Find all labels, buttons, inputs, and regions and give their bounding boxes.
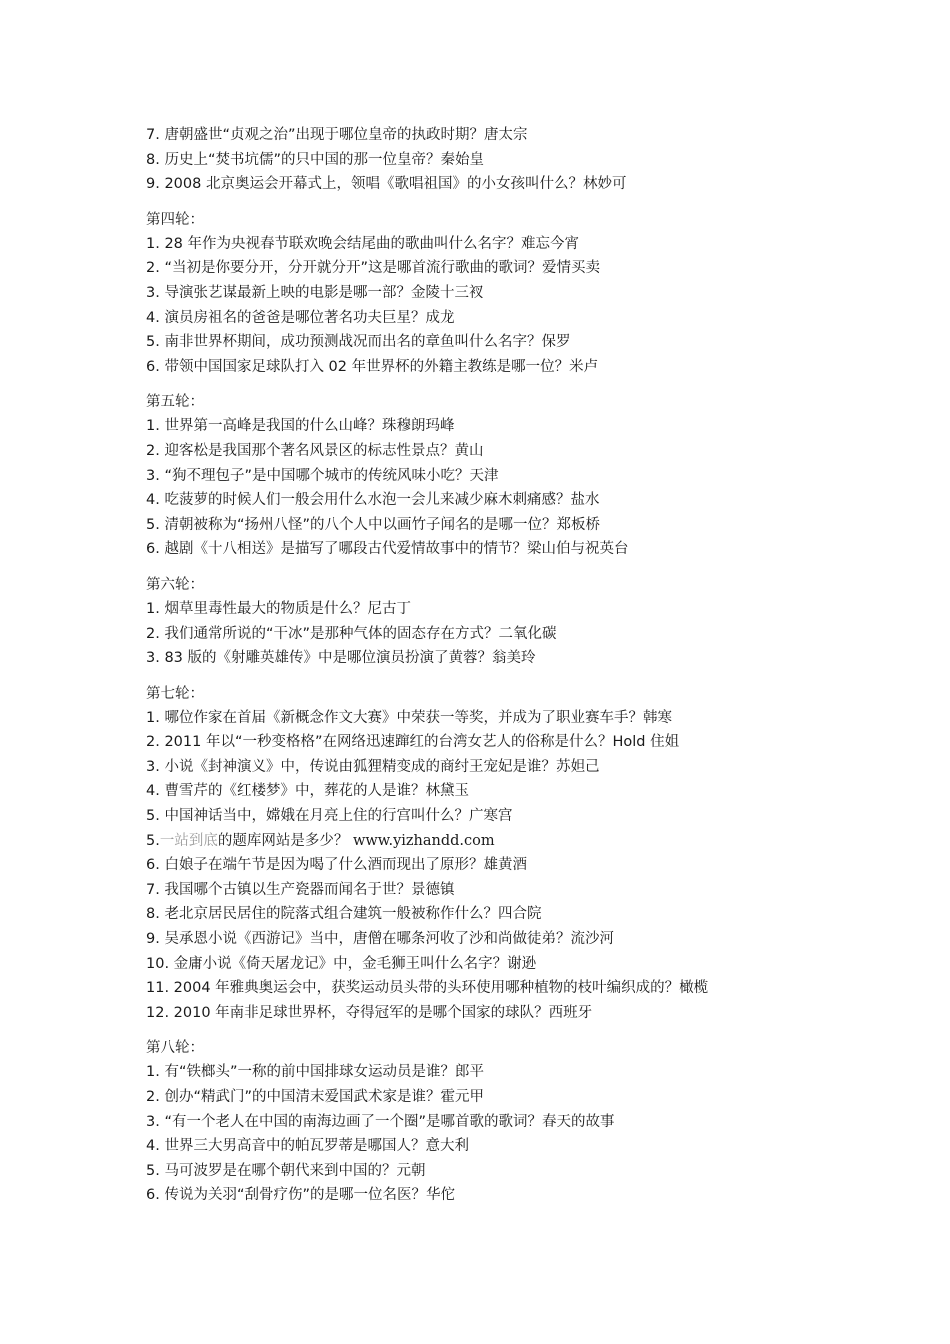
question-line [146, 281, 936, 306]
question-line [146, 755, 936, 780]
question-text: 导演张艺谋最新上映的电影是哪一部？金陵十三衩 [164, 284, 484, 301]
question-text: 清朝被称为“扬州八怪”的八个人中以画竹子闻名的是哪一位？郑板桥 [164, 516, 600, 533]
question-text: 28 年作为央视春节联欢晚会结尾曲的歌曲叫什么名字？难忘今宵 [164, 235, 580, 252]
question-number: 4. [146, 309, 160, 326]
question-text: 2008 北京奥运会开幕式上，领唱《歌唱祖国》的小女孩叫什么？林妙可 [164, 176, 627, 193]
question-line [146, 779, 936, 804]
question-text: 老北京居民居住的院落式组合建筑一般被称作什么？四合院 [164, 906, 542, 923]
quiz-round [146, 197, 936, 380]
question-number: 5. [146, 832, 160, 849]
question-line [146, 952, 936, 977]
question-text: 吃菠萝的时候人们一般会用什么水泡一会儿来减少麻木刺痛感？盐水 [164, 492, 600, 509]
question-number: 3. [146, 1113, 160, 1130]
round-title: 第八轮： [146, 1040, 204, 1057]
question-line [146, 355, 936, 380]
question-line [146, 1001, 936, 1026]
question-number: 10. [146, 955, 170, 972]
quiz-round [146, 671, 936, 1026]
question-number: 2. [146, 442, 160, 459]
section-gap [146, 197, 936, 205]
question-text: 白娘子在端午节是因为喝了什么酒而现出了原形？雄黄酒 [164, 857, 527, 874]
question-number: 4. [146, 783, 160, 800]
question-text: 带领中国国家足球队打入 02 年世界杯的外籍主教练是哪一位？米卢 [164, 358, 599, 375]
question-text: 的题库网站是多少？ www.yizhandd.com [217, 832, 495, 849]
document-page [146, 123, 936, 1208]
question-number: 6. [146, 857, 160, 874]
question-text: 迎客松是我国那个著名风景区的标志性景点？黄山 [164, 442, 484, 459]
question-line [146, 439, 936, 464]
question-text: 唐朝盛世“贞观之治”出现于哪位皇帝的执政时期？唐太宗 [164, 127, 528, 143]
question-line [146, 1085, 936, 1110]
question-text: “当初是你要分开，分开就分开”这是哪首流行歌曲的歌词？爱情买卖 [164, 260, 600, 277]
question-number: 2. [146, 734, 160, 751]
question-number: 3. [146, 284, 160, 301]
question-line [146, 1060, 936, 1085]
question-number: 5. [146, 516, 160, 533]
question-text: 世界第一高峰是我国的什么山峰？珠穆朗玛峰 [164, 418, 455, 435]
question-text: 历史上“焚书坑儒”的只中国的那一位皇帝？秦始皇 [164, 151, 484, 168]
site-link-text[interactable]: 一站到底 [159, 832, 218, 849]
question-line [146, 878, 936, 903]
question-line [146, 976, 936, 1001]
question-number: 7. [146, 127, 160, 143]
question-number: 3. [146, 467, 160, 484]
round-title: 第七轮： [146, 685, 204, 702]
question-line [146, 306, 936, 331]
quiz-round [146, 123, 936, 197]
question-line [146, 488, 936, 513]
question-number: 5. [146, 334, 160, 351]
question-line [146, 123, 936, 148]
question-text: 我国哪个古镇以生产瓷器而闻名于世？景德镇 [164, 881, 455, 898]
question-line [146, 1134, 936, 1159]
question-text: 吴承恩小说《西游记》当中，唐僧在哪条河收了沙和尚做徒弟？流沙河 [164, 931, 614, 948]
question-number: 1. [146, 600, 160, 617]
question-number: 1. [146, 1064, 160, 1081]
question-number: 1. [146, 235, 160, 252]
quiz-round [146, 1025, 936, 1208]
question-number: 3. [146, 758, 160, 775]
question-line [146, 464, 936, 489]
question-text: 越剧《十八相送》是描写了哪段古代爱情故事中的情节？梁山伯与祝英台 [164, 541, 629, 558]
question-text: “有一个老人在中国的南海边画了一个圈”是哪首歌的歌词？春天的故事 [164, 1113, 615, 1130]
question-text: 金庸小说《倚天屠龙记》中，金毛狮王叫什么名字？谢逊 [173, 955, 537, 972]
question-line [146, 1159, 936, 1184]
question-number: 3. [146, 650, 160, 667]
question-text: 中国神话当中，嫦娥在月亮上住的行宫叫什么？广寒宫 [164, 808, 513, 825]
question-line [146, 1110, 936, 1135]
question-number: 8. [146, 906, 160, 923]
question-text: “狗不理包子”是中国哪个城市的传统风味小吃？天津 [164, 467, 499, 484]
question-text: 烟草里毒性最大的物质是什么？尼古丁 [164, 600, 411, 617]
question-line [146, 232, 936, 257]
section-gap [146, 379, 936, 387]
question-number: 8. [146, 151, 160, 168]
question-text: 曹雪芹的《红楼梦》中，葬花的人是谁？林黛玉 [164, 783, 469, 800]
question-number: 6. [146, 358, 160, 375]
question-line [146, 853, 936, 878]
question-text: 传说为关羽“刮骨疗伤”的是哪一位名医？华佗 [164, 1187, 455, 1204]
question-text: 哪位作家在首届《新概念作文大赛》中荣获一等奖，并成为了职业赛车手？韩寒 [164, 709, 672, 726]
question-text: 小说《封神演义》中，传说由狐狸精变成的商纣王宠妃是谁？苏妲己 [164, 758, 600, 775]
question-number: 1. [146, 418, 160, 435]
question-number: 12. [146, 1004, 170, 1021]
question-number: 2. [146, 625, 160, 642]
question-line [146, 622, 936, 647]
question-number: 4. [146, 492, 160, 509]
question-line [146, 172, 936, 197]
question-line [146, 646, 936, 671]
section-gap [146, 1025, 936, 1033]
question-number: 6. [146, 541, 160, 558]
question-number: 9. [146, 176, 160, 193]
question-number: 11. [146, 980, 170, 997]
question-number: 6. [146, 1187, 160, 1204]
question-number: 2. [146, 1089, 160, 1105]
question-line [146, 256, 936, 281]
question-text: 演员房祖名的爸爸是哪位著名功夫巨星？成龙 [164, 309, 455, 326]
question-line [146, 597, 936, 622]
section-gap [146, 562, 936, 570]
question-text: 2004 年雅典奥运会中，获奖运动员头带的头环使用哪种植物的枝叶编织成的？橄榄 [173, 980, 709, 997]
question-line [146, 902, 936, 927]
round-title: 第六轮： [146, 576, 204, 593]
question-line [146, 148, 936, 173]
question-line [146, 513, 936, 538]
quiz-round [146, 379, 936, 562]
quiz-round [146, 562, 936, 671]
question-line [146, 414, 936, 439]
question-line [146, 537, 936, 562]
question-number: 7. [146, 881, 160, 898]
question-text: 我们通常所说的“干冰”是那种气体的固态存在方式？二氧化碳 [164, 625, 557, 642]
question-text: 马可波罗是在哪个朝代来到中国的？元朝 [164, 1162, 426, 1179]
question-line [146, 330, 936, 355]
question-text: 南非世界杯期间，成功预测战况而出名的章鱼叫什么名字？保罗 [164, 334, 571, 351]
question-number: 5. [146, 808, 160, 825]
question-line [146, 804, 936, 829]
question-text: 2010 年南非足球世界杯，夺得冠军的是哪个国家的球队？西班牙 [173, 1004, 593, 1021]
section-gap [146, 671, 936, 679]
question-number: 5. [146, 1162, 160, 1179]
question-number: 2. [146, 260, 160, 277]
question-text: 创办“精武门”的中国清末爱国武术家是谁？霍元甲 [164, 1089, 484, 1105]
question-line [146, 829, 936, 854]
question-text: 世界三大男高音中的帕瓦罗蒂是哪国人？意大利 [164, 1138, 469, 1155]
question-line [146, 730, 936, 755]
question-line [146, 927, 936, 952]
question-line [146, 1183, 936, 1208]
question-number: 1. [146, 709, 160, 726]
question-text: 2011 年以“一秒变格格”在网络迅速蹿红的台湾女艺人的俗称是什么？Hold 住姐 [164, 734, 680, 751]
question-text: 83 版的《射雕英雄传》中是哪位演员扮演了黄蓉？翁美玲 [164, 650, 536, 667]
question-number: 9. [146, 931, 160, 948]
question-number: 4. [146, 1138, 160, 1155]
round-title: 第四轮： [146, 211, 204, 228]
round-title: 第五轮： [146, 394, 204, 411]
question-text: 有“铁榔头”一称的前中国排球女运动员是谁？郎平 [164, 1064, 484, 1081]
question-line [146, 706, 936, 731]
